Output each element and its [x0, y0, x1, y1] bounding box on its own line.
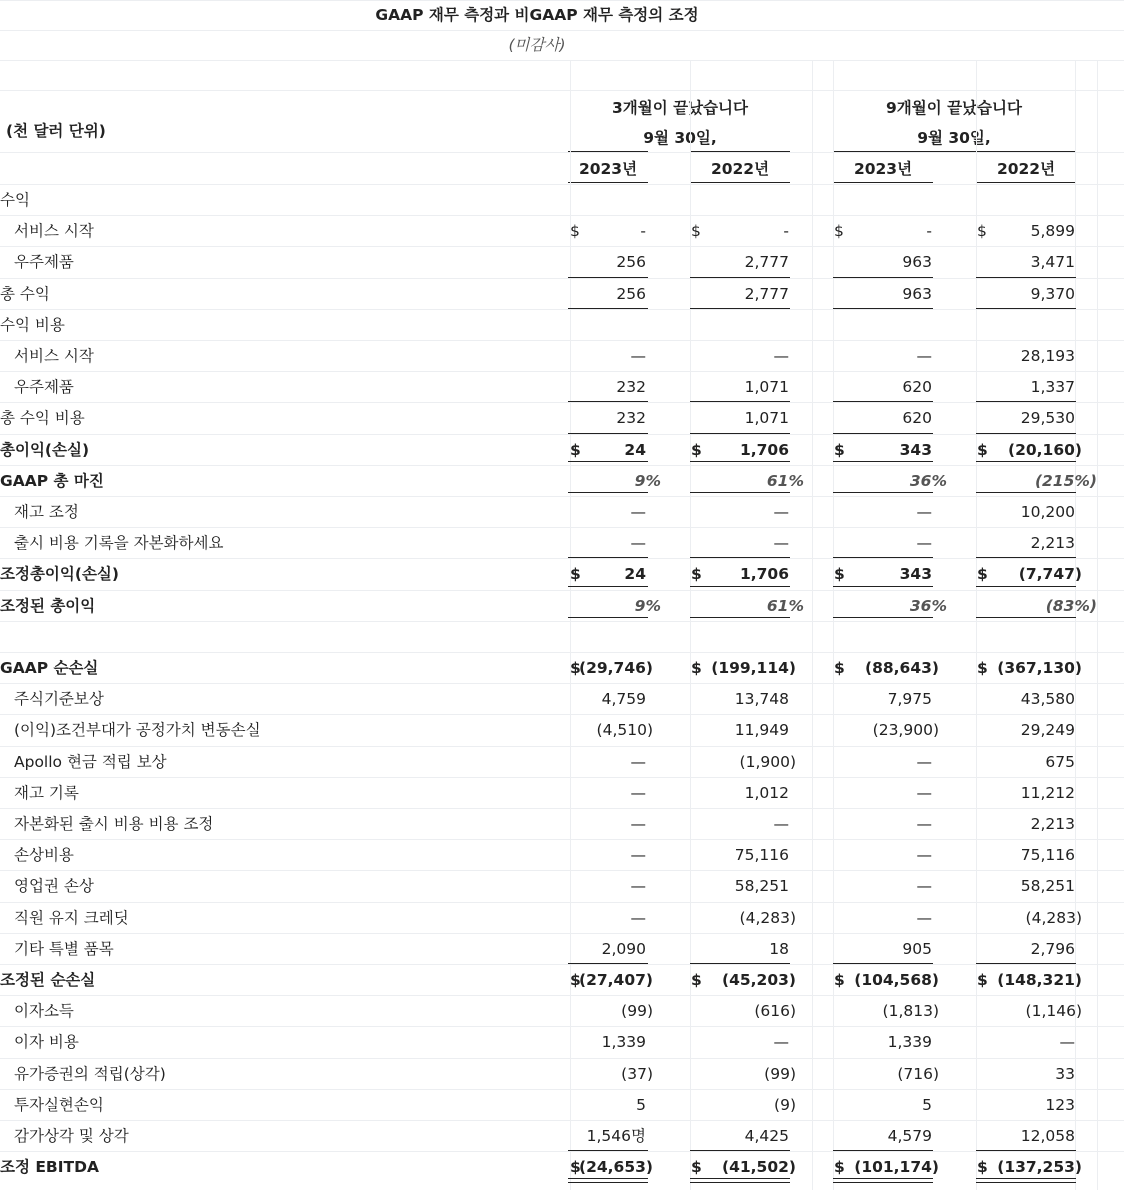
- grid-line: [0, 995, 1124, 996]
- value-cell: 4,759: [601, 690, 646, 708]
- value-cell: (9): [774, 1096, 796, 1114]
- currency-symbol: $: [977, 565, 988, 583]
- value-cell: —: [916, 503, 932, 521]
- currency-symbol: $: [570, 1158, 581, 1176]
- value-cell: (4,283): [739, 909, 796, 927]
- value-cell: 29,249: [1020, 721, 1075, 739]
- value-cell: 9%: [634, 472, 661, 490]
- value-cell: 2,213: [1030, 534, 1075, 552]
- value-cell: (27,407): [579, 971, 653, 989]
- value-cell: —: [630, 784, 646, 802]
- value-cell: 1,706: [739, 441, 789, 459]
- currency-symbol: $: [977, 659, 988, 677]
- value-cell: (83%): [1045, 597, 1097, 615]
- group-three-months-line2: 9월 30일,: [643, 129, 717, 147]
- currency-symbol: $: [691, 659, 702, 677]
- value-cell: 11,949: [734, 721, 789, 739]
- table-subtitle: (미감사): [508, 36, 566, 54]
- grid-line: [0, 215, 1124, 216]
- double-underline: [976, 1178, 1076, 1183]
- year-header-q-2022: 2022년: [710, 160, 770, 178]
- grid-line: [0, 90, 1124, 91]
- row-label: 기타 특별 품목: [14, 940, 114, 958]
- value-cell: —: [630, 846, 646, 864]
- value-cell: 12,058: [1020, 1127, 1075, 1145]
- value-cell: (137,253): [997, 1158, 1082, 1176]
- grid-line: [0, 746, 1124, 747]
- currency-symbol: $: [977, 441, 988, 459]
- value-cell: 1,339: [887, 1033, 932, 1051]
- grid-line: [0, 839, 1124, 840]
- value-cell: 1,071: [744, 409, 789, 427]
- grid-line: [0, 683, 1124, 684]
- grid-line: [0, 902, 1124, 903]
- value-cell: 963: [902, 253, 932, 271]
- value-cell: 905: [902, 940, 932, 958]
- value-cell: 963: [902, 285, 932, 303]
- row-label: 손상비용: [14, 846, 74, 864]
- currency-symbol: $: [691, 565, 702, 583]
- currency-symbol: $: [570, 565, 581, 583]
- value-cell: 2,777: [744, 253, 789, 271]
- value-cell: (1,813): [882, 1002, 939, 1020]
- value-cell: —: [630, 815, 646, 833]
- value-cell: 9,370: [1030, 285, 1075, 303]
- row-label: 조정된 순손실: [0, 971, 96, 989]
- year-underline: [833, 182, 933, 183]
- grid-line: [0, 621, 1124, 622]
- grid-line: [0, 184, 1124, 185]
- value-cell: 5,899: [1030, 222, 1075, 240]
- grid-line: [0, 714, 1124, 715]
- value-cell: —: [773, 534, 789, 552]
- value-cell: 2,777: [744, 285, 789, 303]
- value-cell: (148,321): [997, 971, 1082, 989]
- year-underline: [568, 182, 648, 183]
- value-cell: —: [773, 503, 789, 521]
- grid-line: [0, 60, 1124, 61]
- year-underline: [690, 182, 790, 183]
- currency-symbol: $: [691, 222, 701, 240]
- value-cell: 4,579: [887, 1127, 932, 1145]
- value-cell: (199,114): [711, 659, 796, 677]
- row-label: 총이익(손실): [0, 441, 90, 459]
- row-label: 자본화된 출시 비용 비용 조정: [14, 815, 214, 833]
- grid-line: [0, 402, 1124, 403]
- value-cell: 5: [922, 1096, 932, 1114]
- value-cell: (616): [754, 1002, 796, 1020]
- grid-line: [0, 152, 1124, 153]
- row-label: 유가증권의 적립(상각): [14, 1065, 166, 1083]
- currency-symbol: $: [834, 565, 845, 583]
- value-cell: (24,653): [579, 1158, 653, 1176]
- row-label: 감가상각 및 상각: [14, 1127, 129, 1145]
- grid-line: [0, 527, 1124, 528]
- grid-line: [0, 340, 1124, 341]
- value-cell: (1,146): [1025, 1002, 1082, 1020]
- grid-line: [0, 496, 1124, 497]
- value-cell: —: [916, 846, 932, 864]
- value-cell: 29,530: [1020, 409, 1075, 427]
- row-label: 이자 비용: [14, 1033, 79, 1051]
- grid-line: [0, 30, 1124, 31]
- value-cell: 1,337: [1030, 378, 1075, 396]
- value-cell: (41,502): [722, 1158, 796, 1176]
- value-cell: 343: [899, 565, 932, 583]
- grid-line: [0, 246, 1124, 247]
- value-cell: (215%): [1034, 472, 1097, 490]
- value-cell: 123: [1045, 1096, 1075, 1114]
- unit-label: (천 달러 단위): [6, 122, 106, 140]
- value-cell: (4,510): [596, 721, 653, 739]
- value-cell: (1,900): [739, 753, 796, 771]
- value-cell: 18: [769, 940, 789, 958]
- value-cell: —: [630, 909, 646, 927]
- row-label: 총 수익: [0, 285, 50, 303]
- value-cell: 343: [899, 441, 932, 459]
- value-cell: (45,203): [722, 971, 796, 989]
- value-cell: 1,012: [744, 784, 789, 802]
- value-cell: —: [630, 347, 646, 365]
- grid-line: [1097, 60, 1098, 1190]
- row-label: 서비스 시작: [14, 347, 94, 365]
- year-header-q-2023: 2023년: [578, 160, 638, 178]
- value-cell: —: [916, 784, 932, 802]
- grid-line: [0, 309, 1124, 310]
- value-cell: —: [916, 877, 932, 895]
- currency-symbol: $: [977, 1158, 988, 1176]
- value-cell: —: [916, 753, 932, 771]
- value-cell: 7,975: [887, 690, 932, 708]
- row-label: 서비스 시작: [14, 222, 94, 240]
- value-cell: 620: [902, 409, 932, 427]
- currency-symbol: $: [977, 971, 988, 989]
- value-cell: (99): [621, 1002, 653, 1020]
- grid-line: [0, 777, 1124, 778]
- value-cell: 1,706: [739, 565, 789, 583]
- value-cell: 5: [636, 1096, 646, 1114]
- currency-symbol: $: [691, 971, 702, 989]
- value-cell: -: [640, 222, 646, 240]
- currency-symbol: $: [834, 222, 844, 240]
- row-label: 재고 조정: [14, 503, 79, 521]
- row-label: 투자실현손익: [14, 1096, 104, 1114]
- value-cell: 256: [616, 285, 646, 303]
- value-cell: —: [1059, 1033, 1075, 1051]
- row-label: Apollo 현금 적립 보상: [14, 753, 167, 771]
- value-cell: 1,339: [601, 1033, 646, 1051]
- row-label: 조정총이익(손실): [0, 565, 119, 583]
- currency-symbol: $: [691, 441, 702, 459]
- grid-line: [0, 870, 1124, 871]
- grid-line: [0, 933, 1124, 934]
- currency-symbol: $: [570, 971, 581, 989]
- value-cell: 620: [902, 378, 932, 396]
- row-label: 영업권 손상: [14, 877, 94, 895]
- grid-line: [0, 558, 1124, 559]
- value-cell: —: [773, 815, 789, 833]
- value-cell: 61%: [766, 597, 804, 615]
- grid-line: [0, 1026, 1124, 1027]
- value-cell: 43,580: [1020, 690, 1075, 708]
- value-cell: —: [773, 1033, 789, 1051]
- value-cell: -: [783, 222, 789, 240]
- value-cell: 24: [624, 441, 646, 459]
- value-cell: 36%: [909, 597, 947, 615]
- grid-line: [0, 278, 1124, 279]
- value-cell: —: [773, 347, 789, 365]
- row-label: 수익 비용: [0, 316, 65, 334]
- row-label: GAAP 순손실: [0, 659, 99, 677]
- value-cell: —: [916, 909, 932, 927]
- double-underline: [833, 1178, 933, 1183]
- value-cell: (104,568): [854, 971, 939, 989]
- group-nine-months-line1: 9개월이 끝났습니다: [886, 99, 1022, 117]
- group-three-months-line1: 3개월이 끝났습니다: [612, 99, 748, 117]
- value-cell: 58,251: [1020, 877, 1075, 895]
- row-label: 주식기준보상: [14, 690, 104, 708]
- value-cell: 9%: [634, 597, 661, 615]
- grid-line: [0, 1151, 1124, 1152]
- row-label: 수익: [0, 191, 30, 209]
- value-cell: 75,116: [1020, 846, 1075, 864]
- double-underline: [568, 1178, 648, 1183]
- currency-symbol: $: [691, 1158, 702, 1176]
- row-label: (이익)조건부대가 공정가치 변동손실: [14, 721, 261, 739]
- value-cell: (367,130): [997, 659, 1082, 677]
- currency-symbol: $: [834, 1158, 845, 1176]
- value-cell: 1,071: [744, 378, 789, 396]
- value-cell: 33: [1055, 1065, 1075, 1083]
- value-cell: 2,090: [601, 940, 646, 958]
- grid-line: [0, 465, 1124, 466]
- row-label: 직원 유지 크레딧: [14, 909, 129, 927]
- value-cell: 256: [616, 253, 646, 271]
- value-cell: (99): [764, 1065, 796, 1083]
- row-label: GAAP 총 마진: [0, 472, 104, 490]
- grid-line: [0, 590, 1124, 591]
- value-cell: 2,213: [1030, 815, 1075, 833]
- currency-symbol: $: [570, 659, 581, 677]
- currency-symbol: $: [834, 659, 845, 677]
- row-label: 재고 기록: [14, 784, 79, 802]
- grid-line: [0, 1089, 1124, 1090]
- value-cell: (20,160): [1008, 441, 1082, 459]
- value-cell: 36%: [909, 472, 947, 490]
- table-title: GAAP 재무 측정과 비GAAP 재무 측정의 조정: [375, 6, 699, 24]
- year-underline: [976, 182, 1076, 183]
- currency-symbol: $: [834, 441, 845, 459]
- value-cell: —: [916, 815, 932, 833]
- grid-line: [0, 1120, 1124, 1121]
- value-cell: —: [630, 753, 646, 771]
- value-cell: (37): [621, 1065, 653, 1083]
- currency-symbol: $: [570, 222, 580, 240]
- row-label: 우주제품: [14, 253, 74, 271]
- double-underline: [690, 1178, 790, 1183]
- value-cell: (23,900): [872, 721, 939, 739]
- value-cell: (29,746): [579, 659, 653, 677]
- value-cell: (88,643): [865, 659, 939, 677]
- value-cell: 13,748: [734, 690, 789, 708]
- value-cell: 4,425: [744, 1127, 789, 1145]
- value-cell: (716): [897, 1065, 939, 1083]
- value-cell: 232: [616, 378, 646, 396]
- value-cell: 24: [624, 565, 646, 583]
- row-label: 조정된 총이익: [0, 597, 96, 615]
- grid-line: [0, 0, 1124, 1]
- value-cell: (101,174): [854, 1158, 939, 1176]
- value-cell: —: [916, 534, 932, 552]
- value-cell: 1,546명: [586, 1127, 646, 1145]
- value-cell: —: [630, 503, 646, 521]
- row-label: 총 수익 비용: [0, 409, 85, 427]
- year-header-ytd-2022: 2022년: [996, 160, 1056, 178]
- value-cell: 61%: [766, 472, 804, 490]
- currency-symbol: $: [570, 441, 581, 459]
- value-cell: 10,200: [1020, 503, 1075, 521]
- row-label: 이자소득: [14, 1002, 74, 1020]
- value-cell: 11,212: [1020, 784, 1075, 802]
- value-cell: —: [630, 534, 646, 552]
- currency-symbol: $: [977, 222, 987, 240]
- value-cell: —: [630, 877, 646, 895]
- value-cell: 28,193: [1020, 347, 1075, 365]
- value-cell: —: [916, 347, 932, 365]
- value-cell: 75,116: [734, 846, 789, 864]
- row-label: 조정 EBITDA: [0, 1158, 99, 1176]
- value-cell: (7,747): [1018, 565, 1082, 583]
- grid-line: [0, 808, 1124, 809]
- year-header-ytd-2023: 2023년: [853, 160, 913, 178]
- group-nine-months-line2: 9월 30일,: [917, 129, 991, 147]
- value-cell: (4,283): [1025, 909, 1082, 927]
- grid-line: [0, 434, 1124, 435]
- row-label: 우주제품: [14, 378, 74, 396]
- row-label: 출시 비용 기록을 자본화하세요: [14, 534, 224, 552]
- value-cell: -: [926, 222, 932, 240]
- value-cell: 232: [616, 409, 646, 427]
- value-cell: 3,471: [1030, 253, 1075, 271]
- grid-line: [0, 371, 1124, 372]
- currency-symbol: $: [834, 971, 845, 989]
- grid-line: [0, 652, 1124, 653]
- value-cell: 2,796: [1030, 940, 1075, 958]
- value-cell: 58,251: [734, 877, 789, 895]
- grid-line: [0, 1058, 1124, 1059]
- value-cell: 675: [1045, 753, 1075, 771]
- grid-line: [0, 964, 1124, 965]
